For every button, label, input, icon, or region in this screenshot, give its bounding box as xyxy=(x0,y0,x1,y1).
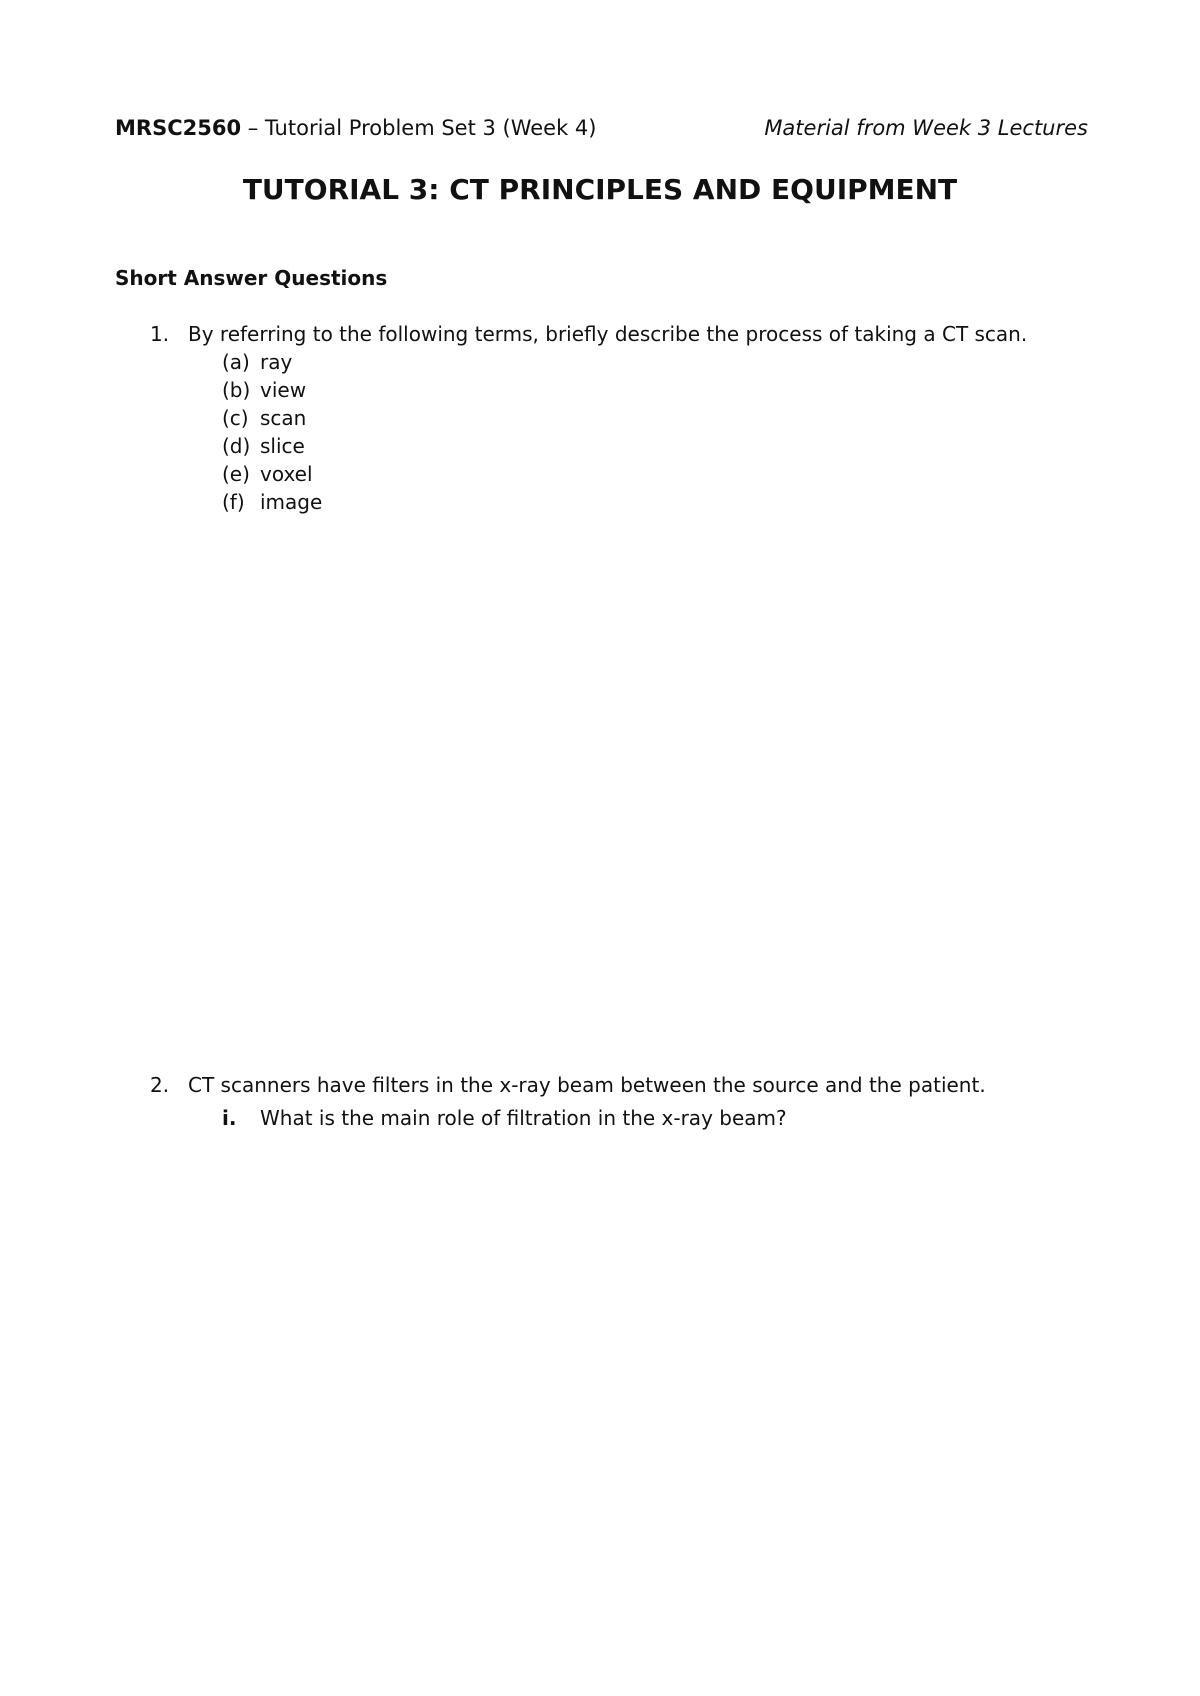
list-item xyxy=(222,348,292,376)
page-header-right: Material from Week 3 Lectures xyxy=(764,116,1088,140)
list-item xyxy=(222,1104,787,1132)
list-item xyxy=(222,488,322,516)
question-text: By referring to the following terms, briefly describe the process of taking a CT scan. xyxy=(188,322,1028,346)
item-marker: i. xyxy=(222,1106,237,1130)
course-code: MRSC2560 xyxy=(115,116,242,140)
question-text: CT scanners have filters in the x-ray beam between the source and the patient. xyxy=(188,1073,986,1097)
question-number: 1. xyxy=(150,322,170,346)
item-text: image xyxy=(260,490,323,514)
page-title: TUTORIAL 3: CT PRINCIPLES AND EQUIPMENT xyxy=(242,173,958,206)
section-heading: Short Answer Questions xyxy=(115,266,388,290)
question-1 xyxy=(150,320,1027,348)
list-item xyxy=(222,460,313,488)
list-item xyxy=(222,404,306,432)
item-text: ray xyxy=(260,350,293,374)
item-marker: (f) xyxy=(222,490,245,514)
item-marker: (a) xyxy=(222,350,250,374)
question-2 xyxy=(150,1071,986,1099)
item-text: view xyxy=(260,378,307,402)
question-number: 2. xyxy=(150,1073,170,1097)
item-marker: (b) xyxy=(222,378,251,402)
list-item xyxy=(222,432,305,460)
page-header-left xyxy=(115,114,596,142)
item-text: voxel xyxy=(260,462,313,486)
header-subtitle: Tutorial Problem Set 3 (Week 4) xyxy=(264,116,597,140)
item-marker: (d) xyxy=(222,434,251,458)
header-separator: – xyxy=(241,116,265,140)
list-item xyxy=(222,376,306,404)
item-text: scan xyxy=(260,406,307,430)
item-marker: (c) xyxy=(222,406,249,430)
item-text: slice xyxy=(260,434,305,458)
item-marker: (e) xyxy=(222,462,250,486)
item-text: What is the main role of filtration in the x-ray beam? xyxy=(260,1106,787,1130)
